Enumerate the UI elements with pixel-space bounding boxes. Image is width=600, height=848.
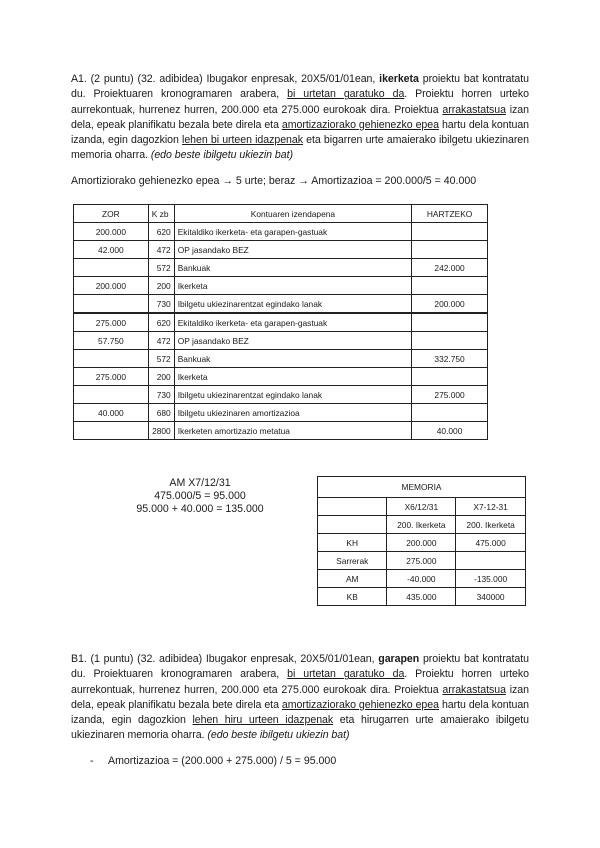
row-label: Sarrerak: [318, 552, 387, 570]
account-cell: Bankuak: [174, 350, 411, 368]
b1-text-3: izan dela, epeak planifikatu bezala bete direla eta: [71, 683, 529, 711]
a1-text-4: hartu dela kontuan izanda, egin dagozkion: [71, 118, 529, 147]
b1-underline-3: amortizaziorako gehienezko epea: [281, 698, 439, 711]
credit-cell: [412, 241, 488, 259]
journal-header-row: [74, 205, 488, 223]
debit-cell: [74, 422, 149, 440]
row-label: AM: [318, 570, 387, 588]
account-cell: OP jasandako BEZ: [174, 241, 411, 259]
account-col-2: 200. Ikerketa: [456, 516, 526, 534]
b1-text-1: proiektu bat kontratatu du. Proiektuaren kronogramaren arabera,: [71, 653, 529, 681]
calc-line-3: 95.000 + 40.000 = 135.000: [136, 503, 264, 515]
a1-amortization-formula: Amortiziorako gehienezko epea → 5 urte; beraz → Amortizazioa = 200.000/5 = 40.000: [71, 175, 477, 187]
debit-cell: [74, 386, 149, 404]
row-label: KH: [318, 534, 387, 552]
calc-line-2: 475.000/5 = 95.000: [154, 490, 246, 502]
value-1: 275.000: [387, 552, 456, 570]
exercise-b1-statement: [71, 652, 529, 744]
memoria-row: [318, 552, 526, 570]
b1-amortization-formula: Amortizazioa = (200.000 + 275.000) / 5 = 95.000: [108, 755, 337, 767]
account-cell: Ibilgetu ukiezinarentzat egindako lanak: [174, 386, 411, 404]
code-cell: 730: [148, 386, 174, 404]
b1-bullet: -: [90, 755, 94, 767]
debit-cell: [74, 350, 149, 368]
value-2: [456, 552, 526, 570]
journal-row: [74, 277, 488, 295]
b1-italic-note: (edo beste ibilgetu ukiezin bat): [207, 729, 350, 742]
calc-line-1: AM X7/12/31: [169, 477, 231, 489]
code-cell: 472: [148, 241, 174, 259]
value-2: 340000: [456, 588, 526, 606]
journal-row: [74, 422, 488, 440]
journal-row: [74, 386, 488, 404]
account-cell: Ekitaldiko ikerketa- eta garapen-gastuak: [174, 313, 411, 332]
b1-intro: B1. (1 puntu) (32. adibidea) Ibugakor enpresak, 20X5/01/01ean,: [71, 653, 379, 665]
journal-row: [74, 313, 488, 332]
value-1: 200.000: [387, 534, 456, 552]
credit-cell: 242.000: [412, 259, 488, 277]
debit-cell: 57.750: [74, 332, 149, 350]
account-cell: Ekitaldiko ikerketa- eta garapen-gastuak: [174, 223, 411, 241]
a1-text-1: proiektu bat kontratatu du. Proiektuaren kronogramaren arabera,: [71, 73, 529, 101]
journal-row: [74, 404, 488, 422]
credit-cell: 40.000: [412, 422, 488, 440]
memoria-row: [318, 570, 526, 588]
empty-cell: [318, 516, 387, 534]
code-cell: 472: [148, 332, 174, 350]
code-cell: 200: [148, 277, 174, 295]
code-cell: 620: [148, 223, 174, 241]
debit-cell: [74, 295, 149, 314]
date-col-2: X7-12-31: [456, 498, 526, 516]
value-2: 475.000: [456, 534, 526, 552]
debit-cell: 275.000: [74, 313, 149, 332]
value-2: -135.000: [456, 570, 526, 588]
code-cell: 620: [148, 313, 174, 332]
b1-text-4: hartu dela kontuan izanda, egin dagozkion: [71, 698, 529, 727]
code-cell: 730: [148, 295, 174, 314]
account-cell: OP jasandako BEZ: [174, 332, 411, 350]
credit-cell: [412, 332, 488, 350]
a1-underline-4: lehen bi urteen idazpenak: [182, 134, 303, 147]
a1-text-2: . Proiektu horren urteko aurrekontuak, hurrenez hurren, 200.000 eta 275.000 eurokoak dira. Proiektua: [71, 88, 529, 116]
memoria-table: [317, 476, 526, 606]
credit-cell: 275.000: [412, 386, 488, 404]
journal-row: [74, 332, 488, 350]
a1-underline-3: amortizaziorako gehienezko epea: [281, 118, 439, 131]
debit-cell: 200.000: [74, 277, 149, 295]
credit-cell: 200.000: [412, 295, 488, 314]
b1-underline-2: arrakastatsua: [442, 683, 506, 696]
empty-cell: [318, 498, 387, 516]
journal-row: [74, 350, 488, 368]
b1-text-2: . Proiektu horren urteko aurrekontuak, hurrenez hurren, 200.000 eta 275.000 eurokoak dira. Proiektua: [71, 668, 529, 696]
account-cell: Ikerketen amortizazio metatua: [174, 422, 411, 440]
header-code: K zb: [148, 205, 174, 223]
value-1: 435.000: [387, 588, 456, 606]
journal-row: [74, 223, 488, 241]
code-cell: 200: [148, 368, 174, 386]
header-account: Kontuaren izendapena: [174, 205, 411, 223]
account-cell: Ikerketa: [174, 277, 411, 295]
credit-cell: [412, 313, 488, 332]
a1-text-5: eta bigarren urte amaierako ibilgetu ukiezinaren memoria oharra.: [71, 134, 529, 162]
memoria-date-row: [318, 498, 526, 516]
a1-text-3: izan dela, epeak planifikatu bezala bete direla eta: [71, 103, 529, 131]
code-cell: 572: [148, 259, 174, 277]
memoria-row: [318, 534, 526, 552]
a1-intro: A1. (2 puntu) (32. adibidea) Ibugakor enpresak, 20X5/01/01ean,: [71, 73, 380, 85]
account-cell: Ibilgetu ukiezinarentzat egindako lanak: [174, 295, 411, 314]
debit-cell: 42.000: [74, 241, 149, 259]
journal-row: [74, 259, 488, 277]
a1-underline-1: bi urtetan garatuko da: [287, 88, 405, 101]
header-credit: HARTZEKO: [412, 205, 488, 223]
account-cell: Ikerketa: [174, 368, 411, 386]
value-1: -40.000: [387, 570, 456, 588]
a1-italic-note: (edo beste ibilgetu ukiezin bat): [150, 149, 293, 162]
b1-bold-term: garapen: [378, 653, 420, 665]
b1-text-5: eta hirugarren urte amaierako ibilgetu ukiezinaren memoria oharra.: [71, 714, 530, 742]
memoria-title-row: [318, 477, 526, 498]
a1-bold-term: ikerketa: [379, 73, 419, 85]
memoria-account-row: [318, 516, 526, 534]
memoria-title: MEMORIA: [318, 477, 526, 498]
date-col-1: X6/12/31: [387, 498, 456, 516]
credit-cell: [412, 368, 488, 386]
credit-cell: [412, 277, 488, 295]
debit-cell: 275.000: [74, 368, 149, 386]
account-col-1: 200. Ikerketa: [387, 516, 456, 534]
account-cell: Ibilgetu ukiezinaren amortizazioa: [174, 404, 411, 422]
journal-row: [74, 295, 488, 314]
b1-underline-4: lehen hiru urteen idazpenak: [192, 714, 334, 727]
code-cell: 680: [148, 404, 174, 422]
code-cell: 2800: [148, 422, 174, 440]
account-cell: Bankuak: [174, 259, 411, 277]
a1-underline-2: arrakastatsua: [442, 103, 506, 116]
header-debit: ZOR: [74, 205, 149, 223]
memoria-row: [318, 588, 526, 606]
b1-underline-1: bi urtetan garatuko da: [287, 668, 405, 681]
credit-cell: [412, 404, 488, 422]
debit-cell: 200.000: [74, 223, 149, 241]
row-label: KB: [318, 588, 387, 606]
debit-cell: 40.000: [74, 404, 149, 422]
exercise-a1-statement: [71, 72, 529, 164]
credit-cell: 332.750: [412, 350, 488, 368]
credit-cell: [412, 223, 488, 241]
journal-row: [74, 368, 488, 386]
debit-cell: [74, 259, 149, 277]
journal-row: [74, 241, 488, 259]
code-cell: 572: [148, 350, 174, 368]
journal-entries-table: [73, 204, 488, 440]
amortization-calculation: [100, 477, 300, 516]
